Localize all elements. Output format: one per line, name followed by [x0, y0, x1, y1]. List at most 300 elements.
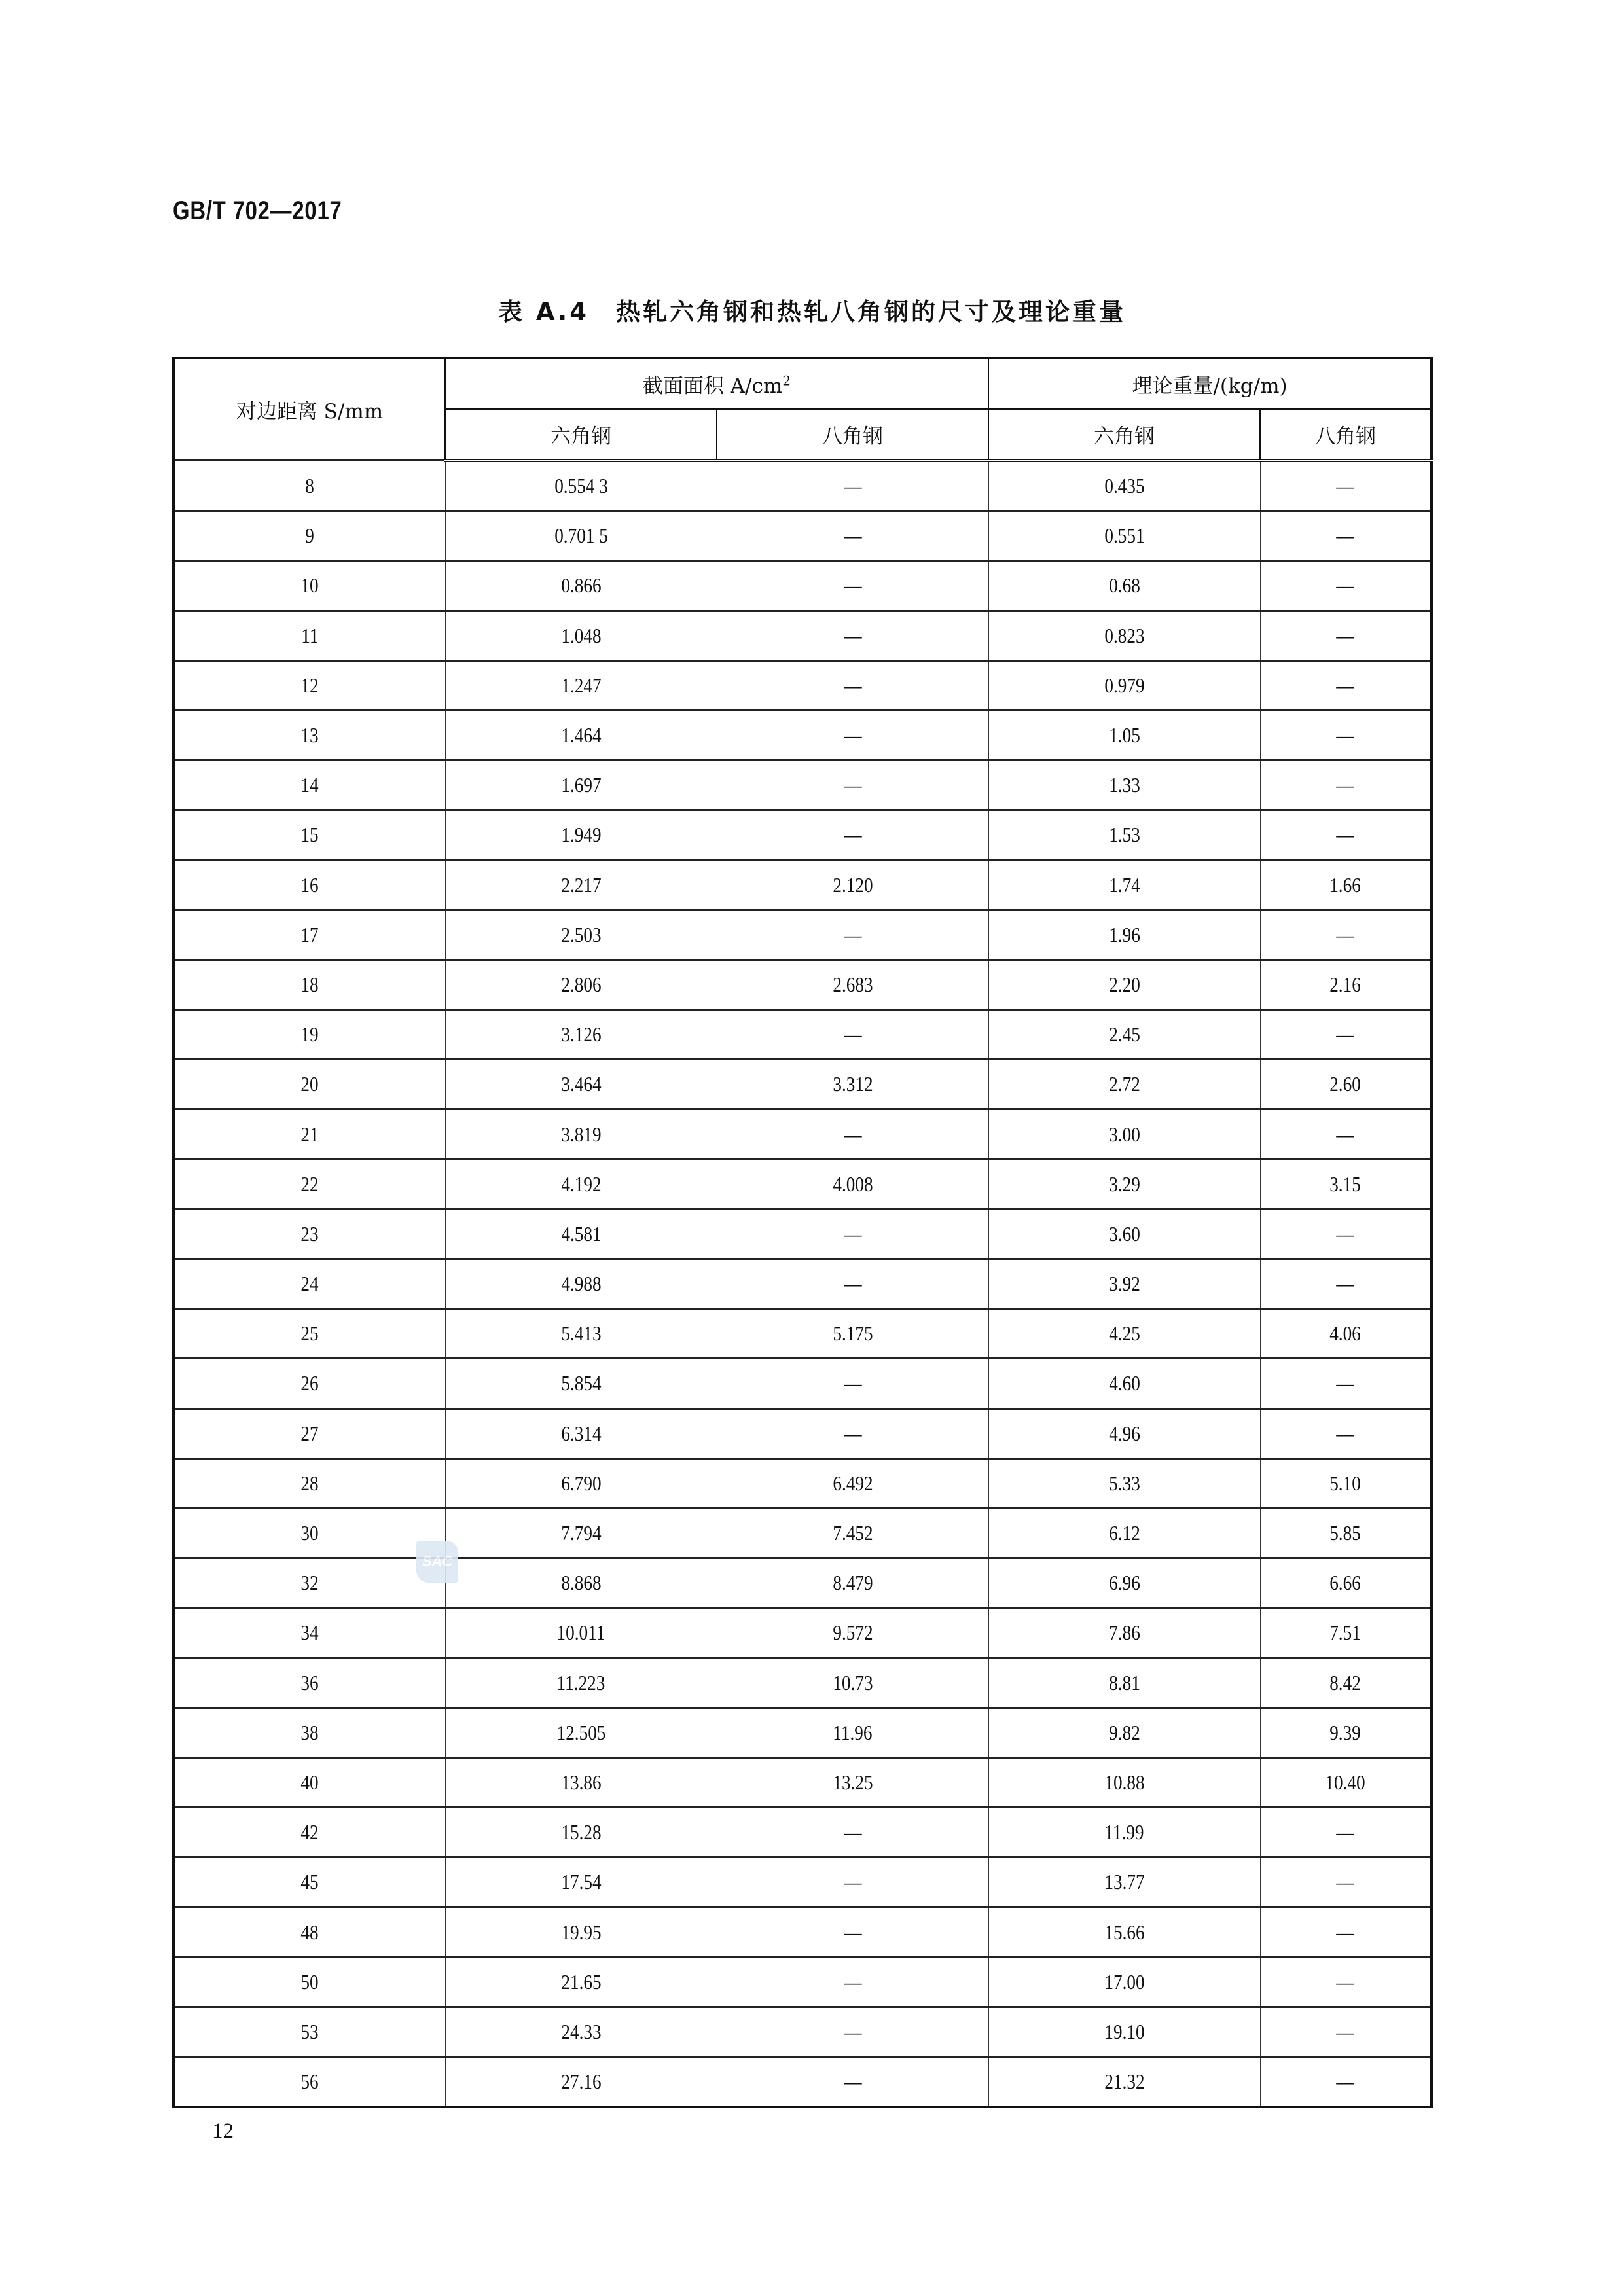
cell-distance	[173, 1757, 445, 1807]
cell-weight-hex	[988, 461, 1260, 511]
cell-weight-oct-value: —	[1336, 2070, 1354, 2094]
cell-area-hex	[445, 1708, 717, 1757]
cell-area-hex	[445, 2007, 717, 2056]
cell-area-oct	[717, 1658, 988, 1708]
cell-area-oct-value: —	[843, 2019, 862, 2043]
cell-weight-hex	[988, 761, 1260, 810]
cell-weight-oct	[1260, 511, 1432, 561]
cell-weight-oct-value: —	[1336, 1122, 1354, 1146]
page-number: 12	[212, 2119, 234, 2143]
cell-weight-hex-value: 13.77	[1104, 1870, 1145, 1894]
cell-area-hex	[445, 1159, 717, 1209]
table-row	[173, 611, 1432, 660]
table-row	[173, 1109, 1432, 1159]
cell-weight-hex-value: 6.12	[1108, 1521, 1140, 1545]
cell-area-oct	[717, 761, 988, 810]
cell-weight-hex	[988, 1359, 1260, 1408]
cell-distance-value: 20	[300, 1072, 319, 1096]
cell-weight-oct	[1260, 1109, 1432, 1159]
cell-weight-oct	[1260, 2007, 1432, 2056]
cell-area-oct-value: 10.73	[832, 1670, 873, 1695]
cell-area-hex-value: 3.819	[560, 1122, 602, 1146]
cell-weight-hex	[988, 1408, 1260, 1458]
cell-weight-oct	[1260, 1209, 1432, 1259]
cell-area-hex	[445, 1658, 717, 1708]
table-row	[173, 710, 1432, 760]
table-row	[173, 1808, 1432, 1857]
cell-area-oct	[717, 1159, 988, 1209]
cell-area-hex	[445, 1558, 717, 1608]
table-row	[173, 960, 1432, 1009]
cell-distance	[173, 2057, 445, 2108]
header-distance: 对边距离 S/mm	[173, 358, 445, 461]
cell-area-oct-value: —	[843, 623, 862, 647]
cell-weight-oct	[1260, 810, 1432, 860]
cell-distance	[173, 511, 445, 561]
cell-area-hex	[445, 561, 717, 611]
cell-distance-value: 48	[300, 1920, 319, 1944]
cell-weight-hex	[988, 1309, 1260, 1359]
cell-area-oct-value: —	[843, 1870, 862, 1894]
cell-distance	[173, 761, 445, 810]
cell-weight-oct-value: 1.66	[1329, 872, 1362, 897]
cell-area-oct	[717, 1857, 988, 1907]
cell-weight-oct	[1260, 761, 1432, 810]
cell-area-oct-value: —	[843, 1920, 862, 1944]
cell-weight-hex-value: 0.551	[1104, 524, 1145, 548]
cell-weight-hex-value: 5.33	[1108, 1471, 1140, 1495]
cell-area-hex-value: 1.048	[560, 623, 602, 647]
cell-weight-oct	[1260, 1458, 1432, 1508]
cell-distance-value: 17	[300, 922, 319, 946]
cell-weight-oct-value: —	[1336, 922, 1354, 946]
cell-weight-hex-value: 19.10	[1104, 2019, 1145, 2043]
cell-distance-value: 13	[300, 723, 319, 747]
cell-weight-oct-value: —	[1336, 1022, 1354, 1047]
cell-weight-oct-value: —	[1336, 1820, 1354, 1844]
cell-weight-oct	[1260, 1159, 1432, 1209]
cell-area-hex-value: 17.54	[560, 1870, 602, 1894]
cell-weight-oct-value: 7.51	[1329, 1621, 1362, 1645]
cell-area-hex-value: 5.413	[560, 1321, 602, 1346]
cell-weight-hex-value: 17.00	[1104, 1969, 1145, 1994]
cell-area-hex	[445, 761, 717, 810]
cell-area-hex-value: 2.217	[560, 872, 602, 897]
cell-area-hex	[445, 1359, 717, 1408]
cell-distance-value: 53	[300, 2019, 319, 2043]
cell-distance-value: 19	[300, 1022, 319, 1047]
cell-distance-value: 12	[300, 673, 319, 697]
cell-area-oct	[717, 710, 988, 760]
cell-weight-hex	[988, 561, 1260, 611]
cell-distance	[173, 1209, 445, 1259]
cell-area-hex	[445, 1757, 717, 1807]
cell-distance-value: 21	[300, 1122, 319, 1146]
cell-weight-oct	[1260, 1408, 1432, 1458]
cell-area-hex-value: 6.790	[560, 1471, 602, 1495]
cell-area-oct-value: —	[843, 1969, 862, 1994]
cell-weight-oct-value: 2.60	[1329, 1072, 1362, 1096]
cell-area-oct-value: —	[843, 1221, 862, 1246]
cell-weight-oct	[1260, 2057, 1432, 2108]
cell-weight-hex	[988, 1508, 1260, 1558]
cell-area-oct	[717, 1010, 988, 1060]
cell-area-oct	[717, 461, 988, 511]
cell-area-oct-value: 4.008	[832, 1172, 873, 1196]
cell-distance	[173, 1558, 445, 1608]
cell-weight-oct-value: 5.10	[1329, 1471, 1362, 1495]
cell-weight-hex-value: 15.66	[1104, 1920, 1145, 1944]
cell-weight-oct	[1260, 1259, 1432, 1309]
cell-weight-oct	[1260, 461, 1432, 511]
cell-weight-oct-value: —	[1336, 573, 1354, 598]
cell-weight-oct	[1260, 960, 1432, 1009]
cell-area-oct-value: 8.479	[832, 1571, 873, 1595]
table-row	[173, 1857, 1432, 1907]
cell-weight-hex	[988, 511, 1260, 561]
cell-weight-hex	[988, 960, 1260, 1009]
cell-area-hex-value: 1.464	[560, 723, 602, 747]
cell-distance	[173, 2007, 445, 2056]
cell-area-hex-value: 21.65	[560, 1969, 602, 1994]
cell-distance	[173, 1408, 445, 1458]
cell-weight-hex-value: 8.81	[1108, 1670, 1140, 1695]
cell-area-oct	[717, 1209, 988, 1259]
cell-distance-value: 15	[300, 823, 319, 847]
cell-area-oct-value: —	[843, 1272, 862, 1296]
cell-weight-hex-value: 1.74	[1108, 872, 1140, 897]
cell-weight-hex	[988, 910, 1260, 960]
cell-weight-hex-value: 0.435	[1104, 474, 1145, 498]
cell-weight-oct-value: 2.16	[1329, 972, 1362, 996]
header-area-label: 截面面积 A/cm	[642, 374, 783, 398]
cell-distance-value: 26	[300, 1371, 319, 1395]
cell-weight-hex-value: 11.99	[1104, 1820, 1144, 1844]
cell-area-oct-value: —	[843, 524, 862, 548]
cell-weight-oct-value: 10.40	[1325, 1770, 1365, 1794]
cell-weight-hex-value: 3.00	[1108, 1122, 1140, 1146]
cell-weight-oct	[1260, 910, 1432, 960]
cell-area-oct-value: —	[843, 673, 862, 697]
cell-weight-hex	[988, 1608, 1260, 1658]
table-row	[173, 1209, 1432, 1259]
cell-distance-value: 24	[300, 1272, 319, 1296]
cell-area-hex-value: 1.247	[560, 673, 602, 697]
cell-area-hex-value: 8.868	[560, 1571, 602, 1595]
cell-area-hex-value: 27.16	[560, 2070, 602, 2094]
cell-distance-value: 38	[300, 1720, 319, 1744]
cell-area-hex	[445, 1309, 717, 1359]
cell-distance-value: 45	[300, 1870, 319, 1894]
cell-area-hex-value: 19.95	[560, 1920, 602, 1944]
cell-distance-value: 8	[305, 473, 315, 497]
cell-area-hex	[445, 461, 717, 511]
cell-area-oct	[717, 1259, 988, 1309]
cell-weight-hex-value: 0.68	[1108, 573, 1140, 598]
table-row	[173, 1259, 1432, 1309]
cell-weight-oct-value: 6.66	[1329, 1571, 1362, 1595]
cell-area-oct-value: —	[843, 1421, 862, 1445]
cell-area-oct-value: 5.175	[832, 1321, 873, 1346]
cell-area-hex	[445, 960, 717, 1009]
cell-weight-hex	[988, 1259, 1260, 1309]
cell-distance	[173, 710, 445, 760]
cell-distance	[173, 910, 445, 960]
cell-weight-hex-value: 1.96	[1108, 922, 1140, 946]
table-row	[173, 1608, 1432, 1658]
cell-area-hex-value: 15.28	[560, 1820, 602, 1844]
cell-distance	[173, 1359, 445, 1408]
cell-area-hex-value: 0.554 3	[554, 474, 608, 498]
table-row	[173, 1010, 1432, 1060]
cell-area-oct-value: 2.120	[832, 872, 873, 897]
cell-distance	[173, 660, 445, 710]
cell-weight-oct-value: —	[1336, 524, 1354, 548]
cell-weight-oct	[1260, 1608, 1432, 1658]
cell-distance-value: 18	[300, 972, 319, 996]
cell-weight-oct	[1260, 561, 1432, 611]
cell-area-hex	[445, 1209, 717, 1259]
table-row	[173, 810, 1432, 860]
cell-area-oct-value: —	[843, 823, 862, 847]
cell-distance	[173, 1508, 445, 1558]
cell-area-oct	[717, 810, 988, 860]
cell-area-hex-value: 4.192	[560, 1172, 602, 1196]
cell-distance	[173, 1907, 445, 1957]
cell-weight-oct	[1260, 1309, 1432, 1359]
cell-area-hex-value: 4.988	[560, 1272, 602, 1296]
table-row	[173, 910, 1432, 960]
cell-area-hex	[445, 1857, 717, 1907]
cell-area-hex	[445, 1010, 717, 1060]
cell-weight-oct	[1260, 611, 1432, 660]
cell-area-hex	[445, 860, 717, 910]
cell-weight-oct	[1260, 1857, 1432, 1907]
cell-weight-hex	[988, 1708, 1260, 1757]
cell-area-hex	[445, 1608, 717, 1658]
cell-area-hex-value: 24.33	[560, 2019, 602, 2043]
cell-area-hex	[445, 810, 717, 860]
cell-area-oct-value: —	[843, 723, 862, 747]
cell-area-hex	[445, 1458, 717, 1508]
cell-area-oct	[717, 511, 988, 561]
cell-weight-oct	[1260, 860, 1432, 910]
cell-area-hex-value: 1.949	[560, 823, 602, 847]
cell-area-hex	[445, 611, 717, 660]
cell-weight-hex	[988, 810, 1260, 860]
cell-distance	[173, 1309, 445, 1359]
table-row	[173, 1359, 1432, 1408]
table-row	[173, 761, 1432, 810]
cell-weight-oct-value: —	[1336, 723, 1354, 747]
cell-area-oct-value: 2.683	[832, 972, 873, 996]
cell-weight-oct-value: 5.85	[1329, 1521, 1362, 1545]
cell-distance	[173, 1259, 445, 1309]
cell-distance-value: 56	[300, 2070, 319, 2094]
cell-weight-hex-value: 4.96	[1108, 1421, 1140, 1445]
cell-weight-hex-value: 6.96	[1108, 1571, 1140, 1595]
cell-weight-hex	[988, 1558, 1260, 1608]
table-row	[173, 2057, 1432, 2108]
cell-weight-hex-value: 1.05	[1108, 723, 1140, 747]
table-row	[173, 1957, 1432, 2007]
cell-weight-oct	[1260, 1060, 1432, 1109]
cell-weight-hex	[988, 1458, 1260, 1508]
cell-weight-hex	[988, 1757, 1260, 1807]
cell-distance-value: 14	[300, 773, 319, 797]
cell-distance-value: 16	[300, 872, 319, 897]
cell-area-hex-value: 0.866	[560, 573, 602, 598]
cell-weight-oct-value: —	[1336, 673, 1354, 697]
cell-distance	[173, 611, 445, 660]
cell-distance-value: 28	[300, 1471, 319, 1495]
header-area-group	[445, 358, 988, 409]
cell-area-hex-value: 11.223	[556, 1670, 605, 1695]
cell-distance	[173, 1808, 445, 1857]
cell-distance	[173, 1708, 445, 1757]
cell-area-oct	[717, 1708, 988, 1757]
cell-distance	[173, 1658, 445, 1708]
table-row	[173, 1708, 1432, 1757]
cell-area-oct	[717, 1309, 988, 1359]
cell-area-oct	[717, 660, 988, 710]
cell-area-hex	[445, 710, 717, 760]
cell-area-oct-value: 6.492	[832, 1471, 873, 1495]
cell-weight-hex-value: 1.33	[1108, 773, 1140, 797]
table-row	[173, 860, 1432, 910]
cell-weight-oct	[1260, 660, 1432, 710]
cell-weight-hex-value: 1.53	[1108, 823, 1140, 847]
cell-distance	[173, 1109, 445, 1159]
cell-area-hex	[445, 2057, 717, 2108]
cell-area-hex	[445, 511, 717, 561]
cell-distance-value: 50	[300, 1969, 319, 1994]
cell-area-oct-value: —	[843, 1820, 862, 1844]
cell-area-oct-value: —	[843, 1022, 862, 1047]
cell-distance	[173, 1957, 445, 2007]
cell-distance-value: 32	[300, 1571, 319, 1595]
cell-distance	[173, 860, 445, 910]
cell-area-oct-value: 11.96	[833, 1720, 873, 1744]
cell-distance-value: 30	[300, 1521, 319, 1545]
cell-weight-oct	[1260, 1708, 1432, 1757]
table-row	[173, 1458, 1432, 1508]
cell-area-oct	[717, 1458, 988, 1508]
cell-distance-value: 36	[300, 1670, 319, 1695]
cell-distance-value: 10	[300, 573, 319, 598]
cell-weight-oct-value: —	[1336, 1969, 1354, 1994]
cell-distance-value: 42	[300, 1820, 319, 1844]
cell-distance	[173, 1010, 445, 1060]
cell-area-hex-value: 12.505	[556, 1720, 605, 1744]
cell-weight-oct-value: —	[1336, 1272, 1354, 1296]
cell-area-oct-value: —	[843, 474, 862, 498]
cell-distance-value: 11	[301, 623, 319, 647]
cell-distance-value: 27	[300, 1421, 319, 1445]
cell-area-hex-value: 4.581	[560, 1221, 602, 1246]
table-row	[173, 461, 1432, 511]
cell-area-hex	[445, 910, 717, 960]
cell-area-oct-value: —	[843, 2070, 862, 2094]
cell-weight-oct-value: —	[1336, 474, 1354, 498]
cell-distance	[173, 461, 445, 511]
cell-weight-hex-value: 3.60	[1108, 1221, 1140, 1246]
cell-area-oct-value: —	[843, 773, 862, 797]
cell-distance-value: 22	[300, 1172, 319, 1196]
header-area-hex: 六角钢	[445, 409, 717, 461]
cell-area-hex	[445, 1109, 717, 1159]
cell-weight-oct	[1260, 1658, 1432, 1708]
table-body	[173, 461, 1432, 2108]
cell-weight-oct	[1260, 1808, 1432, 1857]
table-row	[173, 1658, 1432, 1708]
sac-watermark-logo: SAC	[416, 1541, 458, 1583]
cell-area-hex-value: 2.806	[560, 972, 602, 996]
cell-weight-oct-value: —	[1336, 623, 1354, 647]
cell-weight-hex	[988, 1060, 1260, 1109]
cell-area-hex-value: 10.011	[556, 1621, 605, 1645]
cell-weight-hex	[988, 1658, 1260, 1708]
table-row	[173, 1159, 1432, 1209]
cell-area-hex-value: 5.854	[560, 1371, 602, 1395]
cell-weight-oct	[1260, 1558, 1432, 1608]
table-row	[173, 1060, 1432, 1109]
header-weight-oct: 八角钢	[1260, 409, 1432, 461]
cell-weight-hex	[988, 860, 1260, 910]
cell-area-hex-value: 2.503	[560, 922, 602, 946]
cell-weight-hex-value: 2.20	[1108, 972, 1140, 996]
cell-distance	[173, 1060, 445, 1109]
table-row	[173, 1309, 1432, 1359]
cell-weight-oct	[1260, 1508, 1432, 1558]
cell-area-hex	[445, 1907, 717, 1957]
cell-distance	[173, 561, 445, 611]
standard-code: GB/T 702—2017	[173, 196, 342, 225]
cell-area-oct	[717, 1060, 988, 1109]
cell-weight-hex	[988, 611, 1260, 660]
table-row	[173, 561, 1432, 611]
cell-area-oct-value: —	[843, 1371, 862, 1395]
cell-distance	[173, 1608, 445, 1658]
cell-weight-oct-value: 4.06	[1329, 1321, 1362, 1346]
cell-weight-oct-value: —	[1336, 1870, 1354, 1894]
header-weight-group: 理论重量/(kg/m)	[988, 358, 1432, 409]
cell-weight-hex	[988, 1808, 1260, 1857]
cell-area-oct	[717, 860, 988, 910]
cell-weight-hex-value: 0.979	[1104, 673, 1145, 697]
cell-area-oct	[717, 2007, 988, 2056]
cell-distance	[173, 1857, 445, 1907]
table-row	[173, 511, 1432, 561]
cell-area-hex-value: 3.126	[560, 1022, 602, 1047]
cell-area-hex-value: 1.697	[560, 773, 602, 797]
cell-area-oct-value: 7.452	[832, 1521, 873, 1545]
cell-area-oct	[717, 1558, 988, 1608]
cell-weight-oct-value: —	[1336, 1421, 1354, 1445]
cell-area-oct-value: —	[843, 573, 862, 598]
table-row	[173, 1757, 1432, 1807]
cell-area-hex-value: 3.464	[560, 1072, 602, 1096]
cell-area-oct-value: —	[843, 922, 862, 946]
cell-weight-hex	[988, 1010, 1260, 1060]
cell-area-oct	[717, 960, 988, 1009]
cell-weight-oct-value: —	[1336, 773, 1354, 797]
cell-weight-hex-value: 10.88	[1104, 1770, 1145, 1794]
cell-area-oct	[717, 1508, 988, 1558]
cell-weight-oct-value: —	[1336, 1920, 1354, 1944]
cell-area-hex-value: 7.794	[560, 1521, 602, 1545]
cell-area-oct	[717, 1808, 988, 1857]
